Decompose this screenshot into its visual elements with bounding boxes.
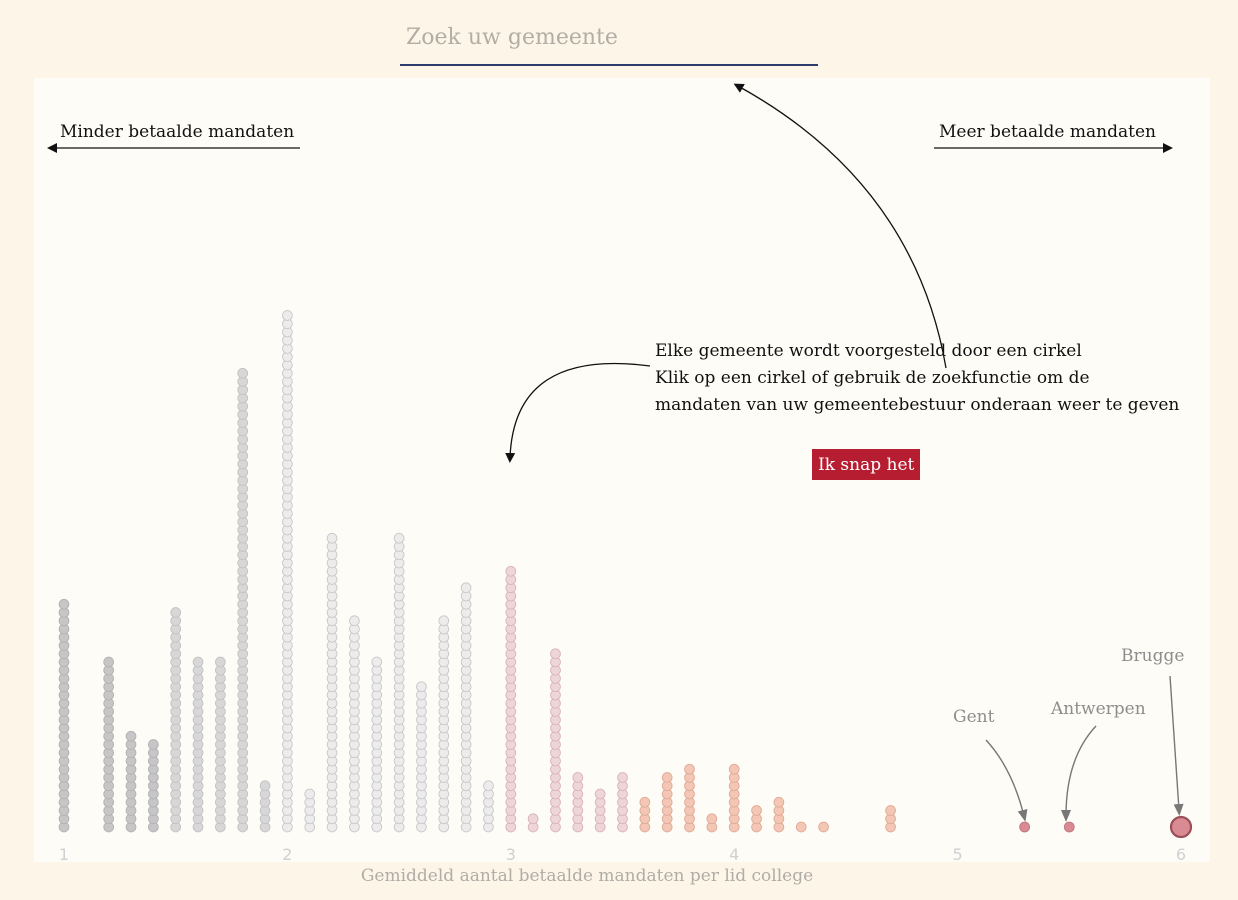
municipality-dot[interactable] bbox=[104, 657, 114, 667]
municipality-dot[interactable] bbox=[193, 657, 203, 667]
x-axis-ticks bbox=[59, 845, 1186, 862]
municipality-dot[interactable] bbox=[595, 789, 605, 799]
city-dot-antwerpen[interactable] bbox=[1064, 822, 1074, 832]
intro-line-3: mandaten van uw gemeentebestuur onderaan weer te geven bbox=[655, 395, 1180, 415]
municipality-dot[interactable] bbox=[260, 781, 270, 791]
municipality-dot[interactable] bbox=[752, 806, 762, 816]
chart-panel bbox=[34, 78, 1210, 862]
municipality-dot[interactable] bbox=[417, 682, 427, 692]
municipality-dot[interactable] bbox=[707, 814, 717, 824]
municipality-dot[interactable] bbox=[305, 789, 315, 799]
municipality-dot[interactable] bbox=[551, 649, 561, 659]
municipality-dot[interactable] bbox=[774, 797, 784, 807]
x-tick-label: 4 bbox=[729, 845, 740, 862]
x-tick-label: 2 bbox=[282, 845, 293, 862]
search-pointer-arrow bbox=[738, 86, 946, 368]
intro-line-2: Klik op een cirkel of gebruik de zoekfunctie om de bbox=[655, 368, 1090, 388]
intro-text bbox=[655, 338, 1179, 419]
municipality-dot[interactable] bbox=[327, 533, 337, 543]
municipality-dot[interactable] bbox=[886, 806, 896, 816]
municipality-dot[interactable] bbox=[350, 616, 360, 626]
intro-line-1: Elke gemeente wordt voorgesteld door een cirkel bbox=[655, 341, 1082, 361]
dot-histogram-chart bbox=[34, 78, 1210, 862]
less-mandates-label: Minder betaalde mandaten bbox=[60, 122, 295, 142]
municipality-dot[interactable] bbox=[506, 566, 516, 576]
x-tick-label: 5 bbox=[952, 845, 963, 862]
municipality-dot[interactable] bbox=[796, 822, 806, 832]
municipality-dot[interactable] bbox=[171, 608, 181, 618]
municipality-dot[interactable] bbox=[685, 764, 695, 774]
more-mandates-label: Meer betaalde mandaten bbox=[939, 122, 1156, 142]
antwerpen-arrow bbox=[1066, 726, 1096, 816]
city-label-antwerpen: Antwerpen bbox=[1051, 699, 1146, 719]
circle-pointer-arrow bbox=[510, 363, 650, 458]
municipality-dot[interactable] bbox=[283, 311, 293, 321]
municipality-dot[interactable] bbox=[59, 599, 69, 609]
municipality-dot[interactable] bbox=[618, 773, 628, 783]
city-label-gent: Gent bbox=[953, 707, 995, 727]
municipality-dot[interactable] bbox=[662, 773, 672, 783]
municipality-dot[interactable] bbox=[394, 533, 404, 543]
brugge-arrow bbox=[1170, 676, 1179, 810]
municipality-dot[interactable] bbox=[573, 773, 583, 783]
municipality-dot[interactable] bbox=[215, 657, 225, 667]
municipality-dot[interactable] bbox=[528, 814, 538, 824]
municipality-dot[interactable] bbox=[372, 657, 382, 667]
x-tick-label: 1 bbox=[58, 845, 70, 862]
search-input[interactable] bbox=[400, 14, 818, 60]
municipality-dot[interactable] bbox=[484, 781, 494, 791]
gent-arrow bbox=[986, 740, 1024, 816]
municipality-dot[interactable] bbox=[729, 764, 739, 774]
x-tick-label: 3 bbox=[505, 845, 516, 862]
got-it-button[interactable]: Ik snap het bbox=[812, 449, 920, 480]
municipality-dot[interactable] bbox=[439, 616, 449, 626]
city-label-brugge: Brugge bbox=[1121, 646, 1185, 666]
municipality-dot[interactable] bbox=[640, 797, 650, 807]
municipality-dot[interactable] bbox=[238, 368, 248, 378]
municipality-dot[interactable] bbox=[461, 583, 471, 593]
x-tick-label: 6 bbox=[1175, 845, 1187, 862]
municipality-dot[interactable] bbox=[148, 740, 158, 750]
city-dot-gent[interactable] bbox=[1020, 822, 1030, 832]
city-dot-brugge[interactable] bbox=[1171, 817, 1191, 837]
search-box bbox=[400, 14, 818, 66]
municipality-dot[interactable] bbox=[819, 822, 829, 832]
municipality-dot[interactable] bbox=[126, 731, 136, 741]
city-pointer-arrows bbox=[986, 676, 1179, 816]
x-axis-title: Gemiddeld aantal betaalde mandaten per lid college bbox=[360, 866, 814, 886]
